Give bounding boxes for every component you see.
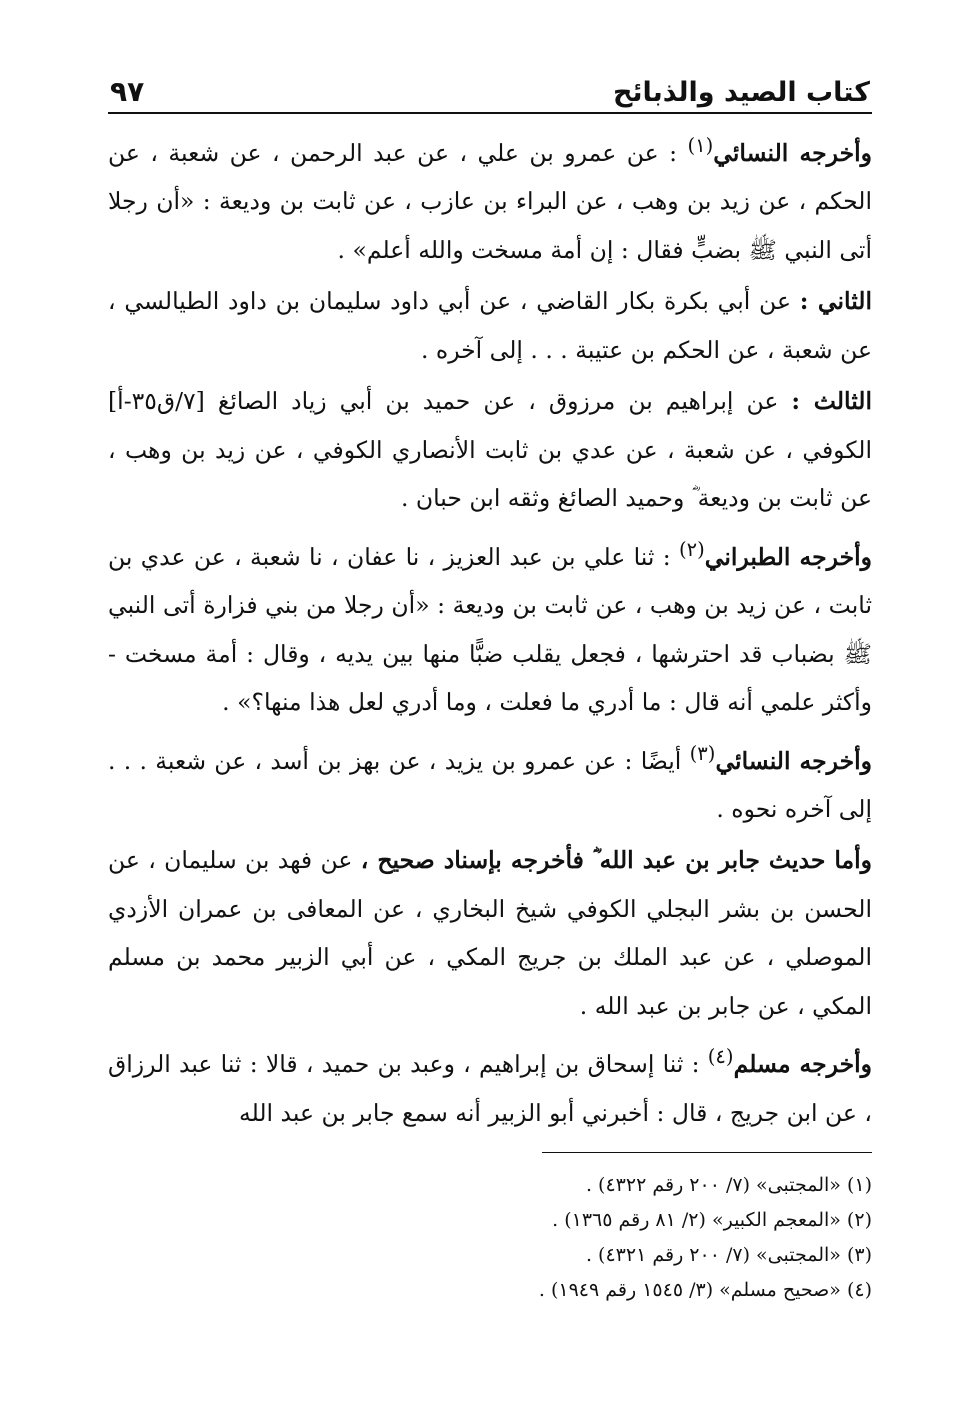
paragraph-lead: وأخرجه الطبراني: [704, 542, 872, 571]
paragraph-lead: وأخرجه النسائي: [713, 138, 872, 167]
paragraph-lead: الثالث :: [791, 387, 872, 416]
paragraph-5: [108, 730, 872, 834]
footnote-2: (٢) «المعجم الكبير» (٢/ ٨١ رقم ١٣٦٥) .: [552, 1209, 872, 1231]
paragraph-text: عن فهد بن سليمان ، عن الحسن بن بشر البجلي الكوفي شيخ البخاري ، عن المعافى بن عمران الأزدي الموصلي ، عن عبد الملك بن جريج المكي ، عن أبي الزبير محمد بن مسلم المكي ، عن جابر بن عبد الله .: [108, 846, 872, 1020]
paragraph-6: [108, 836, 872, 1030]
paragraph-lead: وأما حديث جابر بن عبد الله ؓ فأخرجه بإسناد صحيح ،: [360, 846, 873, 875]
page-number: ٩٧: [110, 75, 145, 108]
paragraph-text: أيضًا : عن عمرو بن يزيد ، عن بهز بن أسد ، عن شعبة . . . إلى آخره نحوه .: [108, 746, 872, 823]
footnote-3: (٣) «المجتبى» (٧/ ٢٠٠ رقم ٤٣٢١) .: [585, 1244, 872, 1266]
paragraph-lead: الثاني :: [799, 287, 872, 316]
paragraph-text: : عن عمرو بن علي ، عن عبد الرحمن ، عن شعبة ، عن الحكم ، عن زيد بن وهب ، عن البراء بن عازب ، عن ثابت بن وديعة : «أن رجلا أتى النبي ﷺ بضبٍّ فقال : إن أمة مسخت والله أعلم» .: [108, 138, 872, 264]
paragraph-text: عن أبي بكرة بكار القاضي ، عن أبي داود سليمان بن داود الطيالسي ، عن شعبة ، عن الحكم بن عتيبة . . . إلى آخره .: [108, 287, 872, 364]
footnote-4: (٤) «صحيح مسلم» (٣/ ١٥٤٥ رقم ١٩٤٩) .: [538, 1279, 872, 1301]
paragraph-4: [108, 526, 872, 727]
footnote-marker: (٤): [707, 1045, 734, 1069]
footnote-1: (١) «المجتبى» (٧/ ٢٠٠ رقم ٤٣٢٢) .: [585, 1174, 872, 1196]
footnotes: [108, 1168, 872, 1308]
paragraph-3: [108, 377, 872, 523]
paragraph-lead: وأخرجه النسائي: [715, 746, 872, 775]
body-text: [108, 122, 872, 1140]
footnote-rule: [542, 1152, 872, 1153]
paragraph-lead: وأخرجه مسلم: [733, 1050, 872, 1079]
footnote-marker: (٢): [678, 537, 705, 561]
paragraph-7: [108, 1033, 872, 1137]
footnote-marker: (٣): [689, 741, 716, 765]
paragraph-1: [108, 122, 872, 274]
paragraph-text: : ثنا علي بن عبد العزيز ، نا عفان ، نا شعبة ، عن عدي بن ثابت ، عن زيد بن وهب ، عن ثابت بن وديعة : «أن رجلا من بني فزارة أتى النبي ﷺ بضباب قد احترشها ، فجعل يقلب ضبًّا منها بين يديه ، وقال : أمة مسخت - وأكثر علمي أنه قال : ما أدري ما فعلت ، وما أدري لعل هذا منها؟» .: [108, 542, 872, 717]
footnote-marker: (١): [687, 134, 714, 157]
page-header: [110, 62, 870, 106]
header-rule: [108, 112, 872, 114]
paragraph-2: [108, 277, 872, 374]
running-title: كتاب الصيد والذبائح: [612, 77, 870, 108]
paragraph-text: عن إبراهيم بن مرزوق ، عن حميد بن أبي زياد الصائغ [٧/ق٣٥-أ] الكوفي ، عن شعبة ، عن عدي بن ثابت الأنصاري الكوفي ، عن زيد بن وهب ، عن ثابت بن وديعة ؓ وحميد الصائغ وثقه ابن حبان .: [108, 387, 872, 513]
paragraph-text: : ثنا إسحاق بن إبراهيم ، وعبد بن حميد ، قالا : ثنا عبد الرزاق ، عن ابن جريج ، قال : أخبرني أبو الزبير أنه سمع جابر بن عبد الله: [108, 1050, 872, 1127]
